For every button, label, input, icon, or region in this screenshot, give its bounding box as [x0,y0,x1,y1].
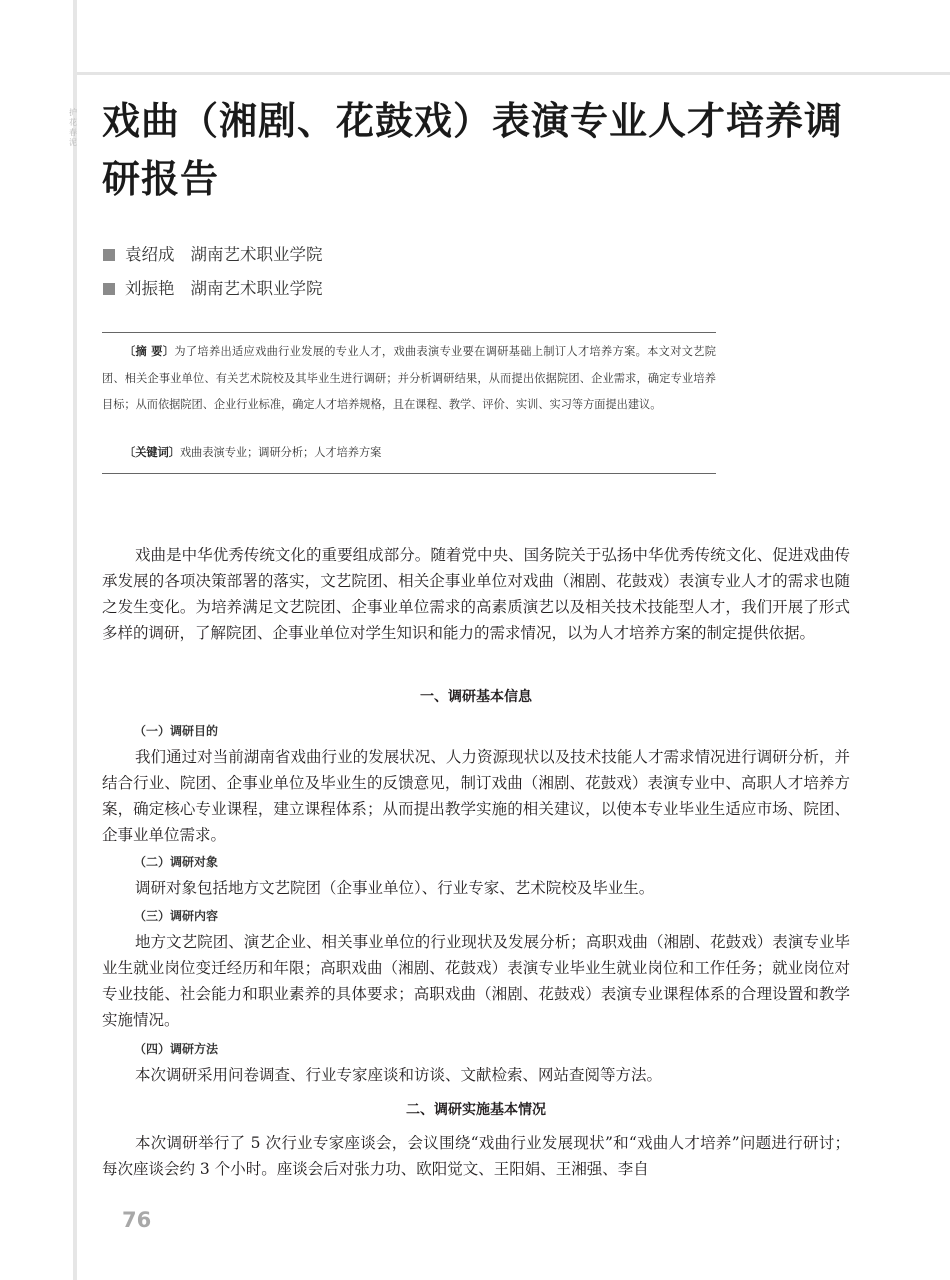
subsection-heading: （二）调研对象 [134,855,219,869]
sidebar-rule [73,0,77,1280]
author-affiliation: 湖南艺术职业学院 [190,245,323,264]
intro-paragraph: 戏曲是中华优秀传统文化的重要组成部分。随着党中央、国务院关于弘扬中华优秀传统文化、促进戏曲传承发展的各项决策部署的落实，文艺院团、相关企事业单位对戏曲（湘剧、花鼓戏）表演专业人才的需求也随之发生变化。为培养满足文艺院团、企事业单位需求的高素质演艺以及相关技术技能型人才，我们开展了形式多样的调研，了解院团、企事业单位对学生知识和能力的需求情况，以为人才培养方案的制定提供依据。 [102,546,850,642]
author-name: 刘振艳 [125,279,175,298]
bullet-square-icon [103,249,115,261]
subsection-heading: （一）调研目的 [134,724,219,738]
body-paragraph: 地方文艺院团、演艺企业、相关事业单位的行业现状及发展分析；高职戏曲（湘剧、花鼓戏）表演专业毕业生就业岗位变迁经历和年限；高职戏曲（湘剧、花鼓戏）表演专业毕业生就业岗位和工作任务；就业岗位对专业技能、社会能力和职业素养的具体要求；高职戏曲（湘剧、花鼓戏）表演专业课程体系的合理设置和教学实施情况。 [102,933,850,1029]
body-paragraph: 我们通过对当前湖南省戏曲行业的发展状况、人力资源现状以及技术技能人才需求情况进行调研分析，并结合行业、院团、企事业单位及毕业生的反馈意见，制订戏曲（湘剧、花鼓戏）表演专业中、高职人才培养方案，确定核心专业课程，建立课程体系；从而提出教学实施的相关建议，以使本专业毕业生适应市场、院团、企事业单位需求。 [102,748,850,844]
abstract-label: 〔摘 要〕 [124,345,175,358]
abstract [102,339,716,419]
page-number: 76 [122,1208,152,1232]
author-line [103,241,323,265]
author-name: 袁绍成 [125,245,175,264]
top-rule [73,72,950,75]
section-heading: 二、调研实施基本情况 [406,1102,546,1118]
section-heading: 一、调研基本信息 [420,689,532,705]
keywords-label: 〔关键词〕 [124,446,180,459]
body-paragraph: 本次调研举行了 5 次行业专家座谈会，会议围绕“戏曲行业发展现状”和“戏曲人才培养”问题进行研讨；每次座谈会约 3 个小时。座谈会后对张力功、欧阳觉文、王阳娟、王湘强、李自 [102,1134,850,1178]
bullet-square-icon [103,283,115,295]
journal-section-label: 护花春泥 [69,108,77,147]
abstract-text: 为了培养出适应戏曲行业发展的专业人才，戏曲表演专业要在调研基础上制订人才培养方案。本文对文艺院团、相关企事业单位、有关艺术院校及其毕业生进行调研；并分析调研结果，从而提出依据院团、企业需求，确定专业培养目标；从而依据院团、企业行业标准，确定人才培养规格，且在课程、教学、评价、实训、实习等方面提出建议。 [102,345,716,411]
subsection-heading: （三）调研内容 [134,909,219,923]
keywords [124,444,381,460]
body-paragraph: 本次调研采用问卷调查、行业专家座谈和访谈、文献检索、网站查阅等方法。 [135,1066,663,1084]
keywords-text: 戏曲表演专业；调研分析；人才培养方案 [179,446,382,459]
article-title: 戏曲（湘剧、花鼓戏）表演专业人才培养调研报告 [102,99,844,201]
subsection-heading: （四）调研方法 [134,1042,219,1056]
author-affiliation: 湖南艺术职业学院 [190,279,323,298]
abstract-box [102,332,716,474]
author-line [103,275,323,299]
body-paragraph: 调研对象包括地方文艺院团（企事业单位）、行业专家、艺术院校及毕业生。 [135,879,655,897]
